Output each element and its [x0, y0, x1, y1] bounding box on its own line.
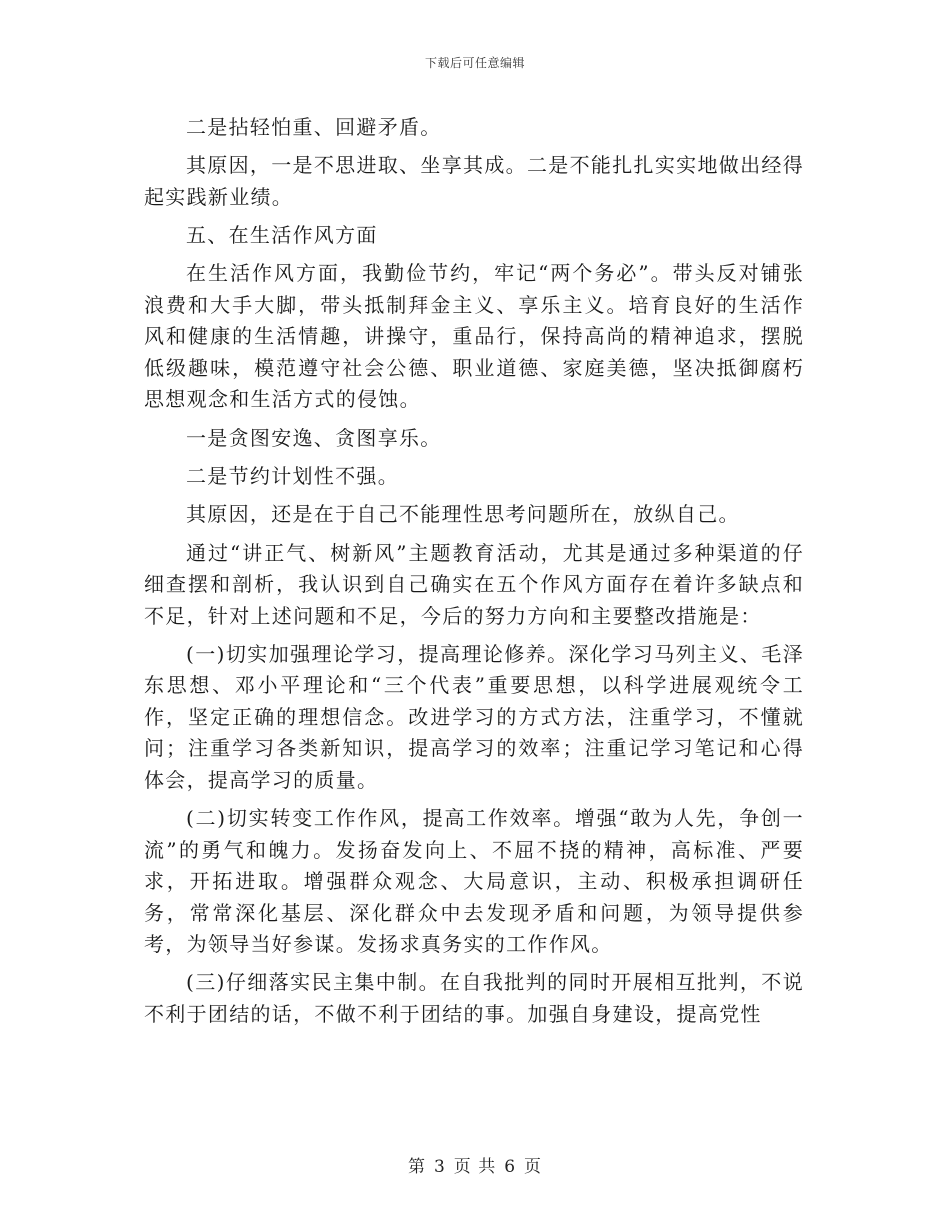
paragraph: 其原因，一是不思进取、坐享其成。二是不能扎扎实实地做出经得起实践新业绩。	[144, 153, 804, 209]
paragraph: 二是节约计划性不强。	[186, 463, 399, 488]
paragraph: 通过“讲正气、树新风”主题教育活动，尤其是通过多种渠道的仔细查摆和剖析，我认识到自己确实在五个作风方面存在着许多缺点和不足，针对上述问题和不足，今后的努力方向和主要整改措施是：	[144, 540, 804, 628]
footer-page-number: 3	[433, 1157, 446, 1177]
footer-prefix: 第	[407, 1157, 426, 1177]
paragraph: 一是贪图安逸、贪图享乐。	[186, 425, 442, 450]
footer-total-pages: 6	[504, 1157, 517, 1177]
paragraph: 其原因，还是在于自己不能理性思考问题所在，放纵自己。	[186, 502, 740, 527]
section-heading: 五、在生活作风方面	[186, 223, 378, 248]
paragraph: (一)切实加强理论学习，提高理论修养。深化学习马列主义、毛泽东思想、邓小平理论和“三个代表”重要思想，以科学进展观统令工作，坚定正确的理想信念。改进学习的方式方法，注重学习，不懂就问；注重学习各类新知识，提高学习的效率；注重记学习笔记和心得体会，提高学习的质量。	[144, 641, 804, 792]
page-header: 下载后可任意编辑	[424, 56, 525, 70]
paragraph: 在生活作风方面，我勤俭节约，牢记“两个务必”。带头反对铺张浪费和大手大脚，带头抵制拜金主义、享乐主义。培育良好的生活作风和健康的生活情趣，讲操守，重品行，保持高尚的精神追求，摆脱低级趣味，模范遵守社会公德、职业道德、家庭美德，坚决抵御腐朽思想观念和生活方式的侵蚀。	[144, 261, 804, 412]
document-body	[144, 112, 804, 1037]
footer-suffix: 页	[524, 1157, 543, 1177]
paragraph: 二是拈轻怕重、回避矛盾。	[186, 115, 442, 139]
footer-middle: 页 共	[453, 1157, 497, 1177]
page-footer	[0, 1152, 950, 1177]
paragraph: (三)仔细落实民主集中制。在自我批判的同时开展相互批判，不说不利于团结的话，不做不利于团结的事。加强自身建设，提高党性	[144, 970, 804, 1026]
paragraph: (二)切实转变工作作风，提高工作效率。增强“敢为人先，争创一流”的勇气和魄力。发扬奋发向上、不屈不挠的精神，高标准、严要求，开拓进取。增强群众观念、大局意识，主动、积极承担调研任务，常常深化基层、深化群众中去发现矛盾和问题，为领导提供参考，为领导当好参谋。发扬求真务实的工作作风。	[144, 806, 804, 957]
